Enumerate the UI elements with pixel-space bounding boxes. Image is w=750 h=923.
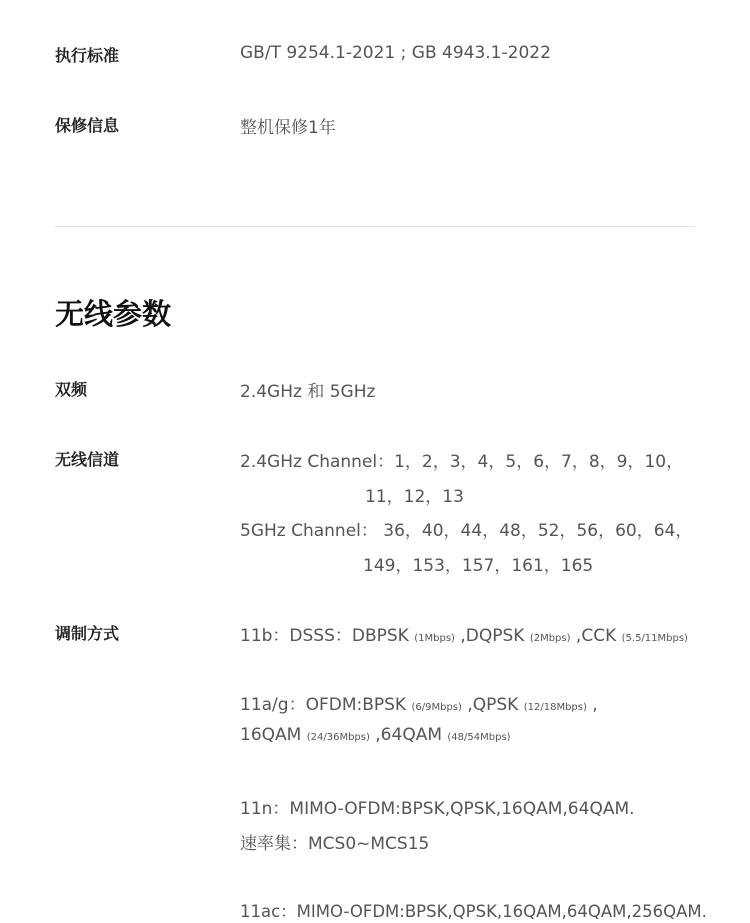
- modulation-11n-line2: 速率集：MCS0~MCS15: [240, 834, 430, 854]
- dual-band-label: 双频: [55, 380, 88, 399]
- mod-11ag-mid2: ,64QAM: [369, 725, 448, 745]
- mod-11ag-rate2: (12/18Mbps): [523, 702, 587, 713]
- channels-24ghz-line2: 11，12，13: [365, 487, 464, 507]
- channels-5ghz-line2: 149，153，157，161，165: [363, 556, 594, 576]
- mod-11ag-suffix: ,: [586, 695, 598, 715]
- modulation-11b: [240, 621, 688, 646]
- mod-11ag-rate4: (48/54Mbps): [447, 732, 511, 743]
- dual-band-value: 2.4GHz 和 5GHz: [240, 382, 376, 402]
- channels-5ghz-line1: 5GHz Channel： 36，40，44，48，52，56，60，64，: [240, 521, 693, 541]
- mod-11ag-line2-prefix: 16QAM: [240, 725, 307, 745]
- mod-11ag-prefix: 11a/g：OFDM:BPSK: [240, 695, 412, 715]
- mod-11b-mid1: ,DQPSK: [454, 626, 530, 646]
- standard-value: GB/T 9254.1-2021 ; GB 4943.1-2022: [240, 43, 551, 63]
- warranty-label: 保修信息: [55, 116, 120, 135]
- channels-24ghz-line1: 2.4GHz Channel：1，2，3，4，5，6，7，8，9，10，: [240, 452, 684, 472]
- standard-label: 执行标准: [55, 46, 120, 65]
- mod-11b-prefix: 11b：DSSS：DBPSK: [240, 626, 415, 646]
- section-title-wireless: 无线参数: [55, 297, 172, 331]
- modulation-11n-line1: 11n：MIMO-OFDM:BPSK,QPSK,16QAM,64QAM.: [240, 799, 635, 819]
- mod-11ag-rate3: (24/36Mbps): [306, 732, 370, 743]
- modulation-11ag-line1: [240, 690, 598, 715]
- mod-11ag-rate1: (6/9Mbps): [411, 702, 462, 713]
- warranty-value: 整机保修1年: [240, 118, 336, 138]
- modulation-label: 调制方式: [55, 624, 120, 643]
- mod-11ag-mid1: ,QPSK: [461, 695, 524, 715]
- mod-11b-rate2: (2Mbps): [529, 633, 571, 644]
- channels-label: 无线信道: [55, 450, 120, 469]
- section-divider: [55, 226, 695, 227]
- modulation-11ac-line1: 11ac：MIMO-OFDM:BPSK,QPSK,16QAM,64QAM,256QAM.: [240, 902, 707, 921]
- mod-11b-rate3: (5.5/11Mbps): [621, 633, 688, 644]
- mod-11b-mid2: ,CCK: [570, 626, 622, 646]
- mod-11b-rate1: (1Mbps): [414, 633, 455, 644]
- modulation-11ag-line2: [240, 725, 511, 745]
